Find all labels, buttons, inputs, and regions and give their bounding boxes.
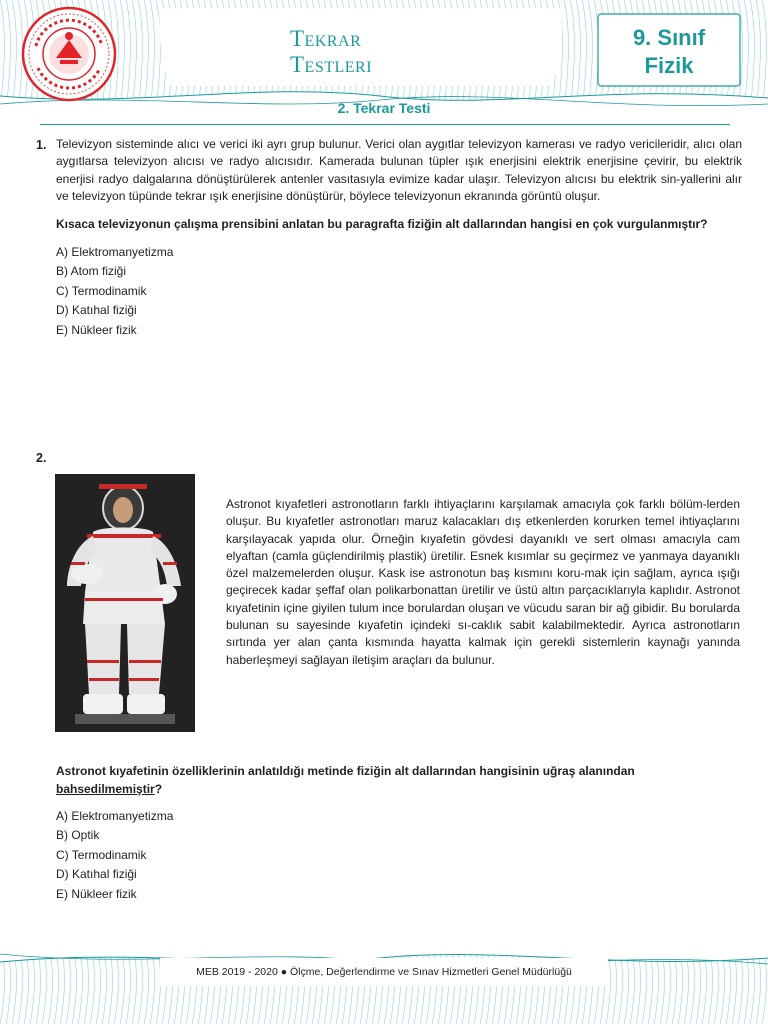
series-title-line2: Testleri [290, 52, 373, 77]
option-b[interactable]: B) Atom fiziği [56, 264, 127, 279]
question-1-number: 1. [36, 138, 47, 152]
question-1-options [56, 243, 173, 340]
option-e[interactable]: E) Nükleer fizik [56, 322, 137, 337]
series-title-line1: Tekrar [290, 26, 362, 51]
series-title [290, 26, 372, 78]
question-2-paragraph: Astronot kıyafetleri astronotların farklı ihtiyaçlarını karşılamak amacıyla çok farklı bölüm-lerden oluşur. Bu kıyafetler astronotları maruz kalacakları dış etkenlerden korurken temel ihtiyaçlarını karşılayacak yapıda olur. Örneğin kıyafetin gövdesi dayanıklı ve sert olması amacıyla cam elyaftan (camla güçlendirilmiş plastik) üretilir. Esnek kısımlar su geçirmez ve yanmaya dayanıklı özel malzemelerden oluşur. Kask ise astronotun baş kısmını koru-mak için sağlam, ayrıca ışığı geçirecek kadar şeffaf olan polikarbonattan üretilir ve üstü altın parçacıklarıyla kaplıdır. Astronot kıyafetinin içine giyilen tulum ince borulardan oluşan ve vücudu saran bir ağ gibidir. Bu borularda bulunan su sayesinde kıyafetin içindeki sı-caklık sabit kalabilmektedir. Ayrıca astronotların sırtında yer alan çanta kısmında hayatta kalmak için gerekli sistemlerin kaynağı yanında haberleşmeyi sağlayan iletişim araçları da bulunur. [226, 497, 740, 667]
option-a[interactable]: A) Elektromanyetizma [56, 245, 174, 259]
question-2-stem-text: Astronot kıyafetinin özelliklerinin anlatıldığı metinde fiziğin alt dallarından hangisinin uğraş alanından [56, 764, 635, 778]
meb-logo [16, 6, 122, 102]
header-divider [40, 124, 730, 125]
option-a[interactable]: A) Elektromanyetizma [56, 809, 174, 823]
footer-wave-band [0, 944, 768, 1024]
grade-label: 9. Sınıf [632, 25, 706, 50]
question-2-stem-end: ? [154, 781, 163, 796]
question-1-stem: Kısaca televizyonun çalışma prensibini anlatan bu paragrafta fiziğin alt dallarından hangisi en çok vurgulanmıştır? [56, 217, 708, 231]
option-c[interactable]: C) Termodinamik [56, 847, 147, 862]
question-1-paragraph: Televizyon sisteminde alıcı ve verici iki ayrı grup bulunur. Verici olan aygıtlar televizyon kamerası ve radyo vericileridir, alıcı olan aygıtlarsa televizyon alıcısı ve radyo alıcısıdır. Kamerada bulunan tüpler ışık enerjisini elektrik enerjisine çevirir, bu elektrik enerjisi radyo dalgalarına dönüştürülerek antenler vasıtasıyla evimize kadar ulaşır. Televizyon alıcısı bu elektrik sin-yallerini alır ve televizyon tüpünde tekrar ışık enerjisine dönüştürür, böylece televizyonun ekranında görüntü oluşur. [56, 137, 742, 203]
question-2-number: 2. [36, 451, 47, 465]
question-2-stem [56, 763, 746, 798]
question-2-stem-underlined: bahsedilmemiştir [56, 781, 155, 796]
option-d[interactable]: D) Katıhal fiziği [56, 867, 137, 882]
question-2-options [56, 807, 173, 904]
option-c[interactable]: C) Termodinamik [56, 283, 147, 298]
grade-subject-box [602, 18, 736, 86]
astronaut-suit-photo [55, 474, 195, 732]
option-b[interactable]: B) Optik [56, 828, 100, 843]
option-d[interactable]: D) Katıhal fiziği [56, 303, 137, 318]
subject-label: Fizik [644, 53, 694, 78]
test-title: 2. Tekrar Testi [337, 100, 431, 116]
footer-text: MEB 2019 - 2020 ● Ölçme, Değerlendirme ve Sınav Hizmetleri Genel Müdürlüğü [196, 966, 572, 978]
option-e[interactable]: E) Nükleer fizik [56, 886, 137, 901]
